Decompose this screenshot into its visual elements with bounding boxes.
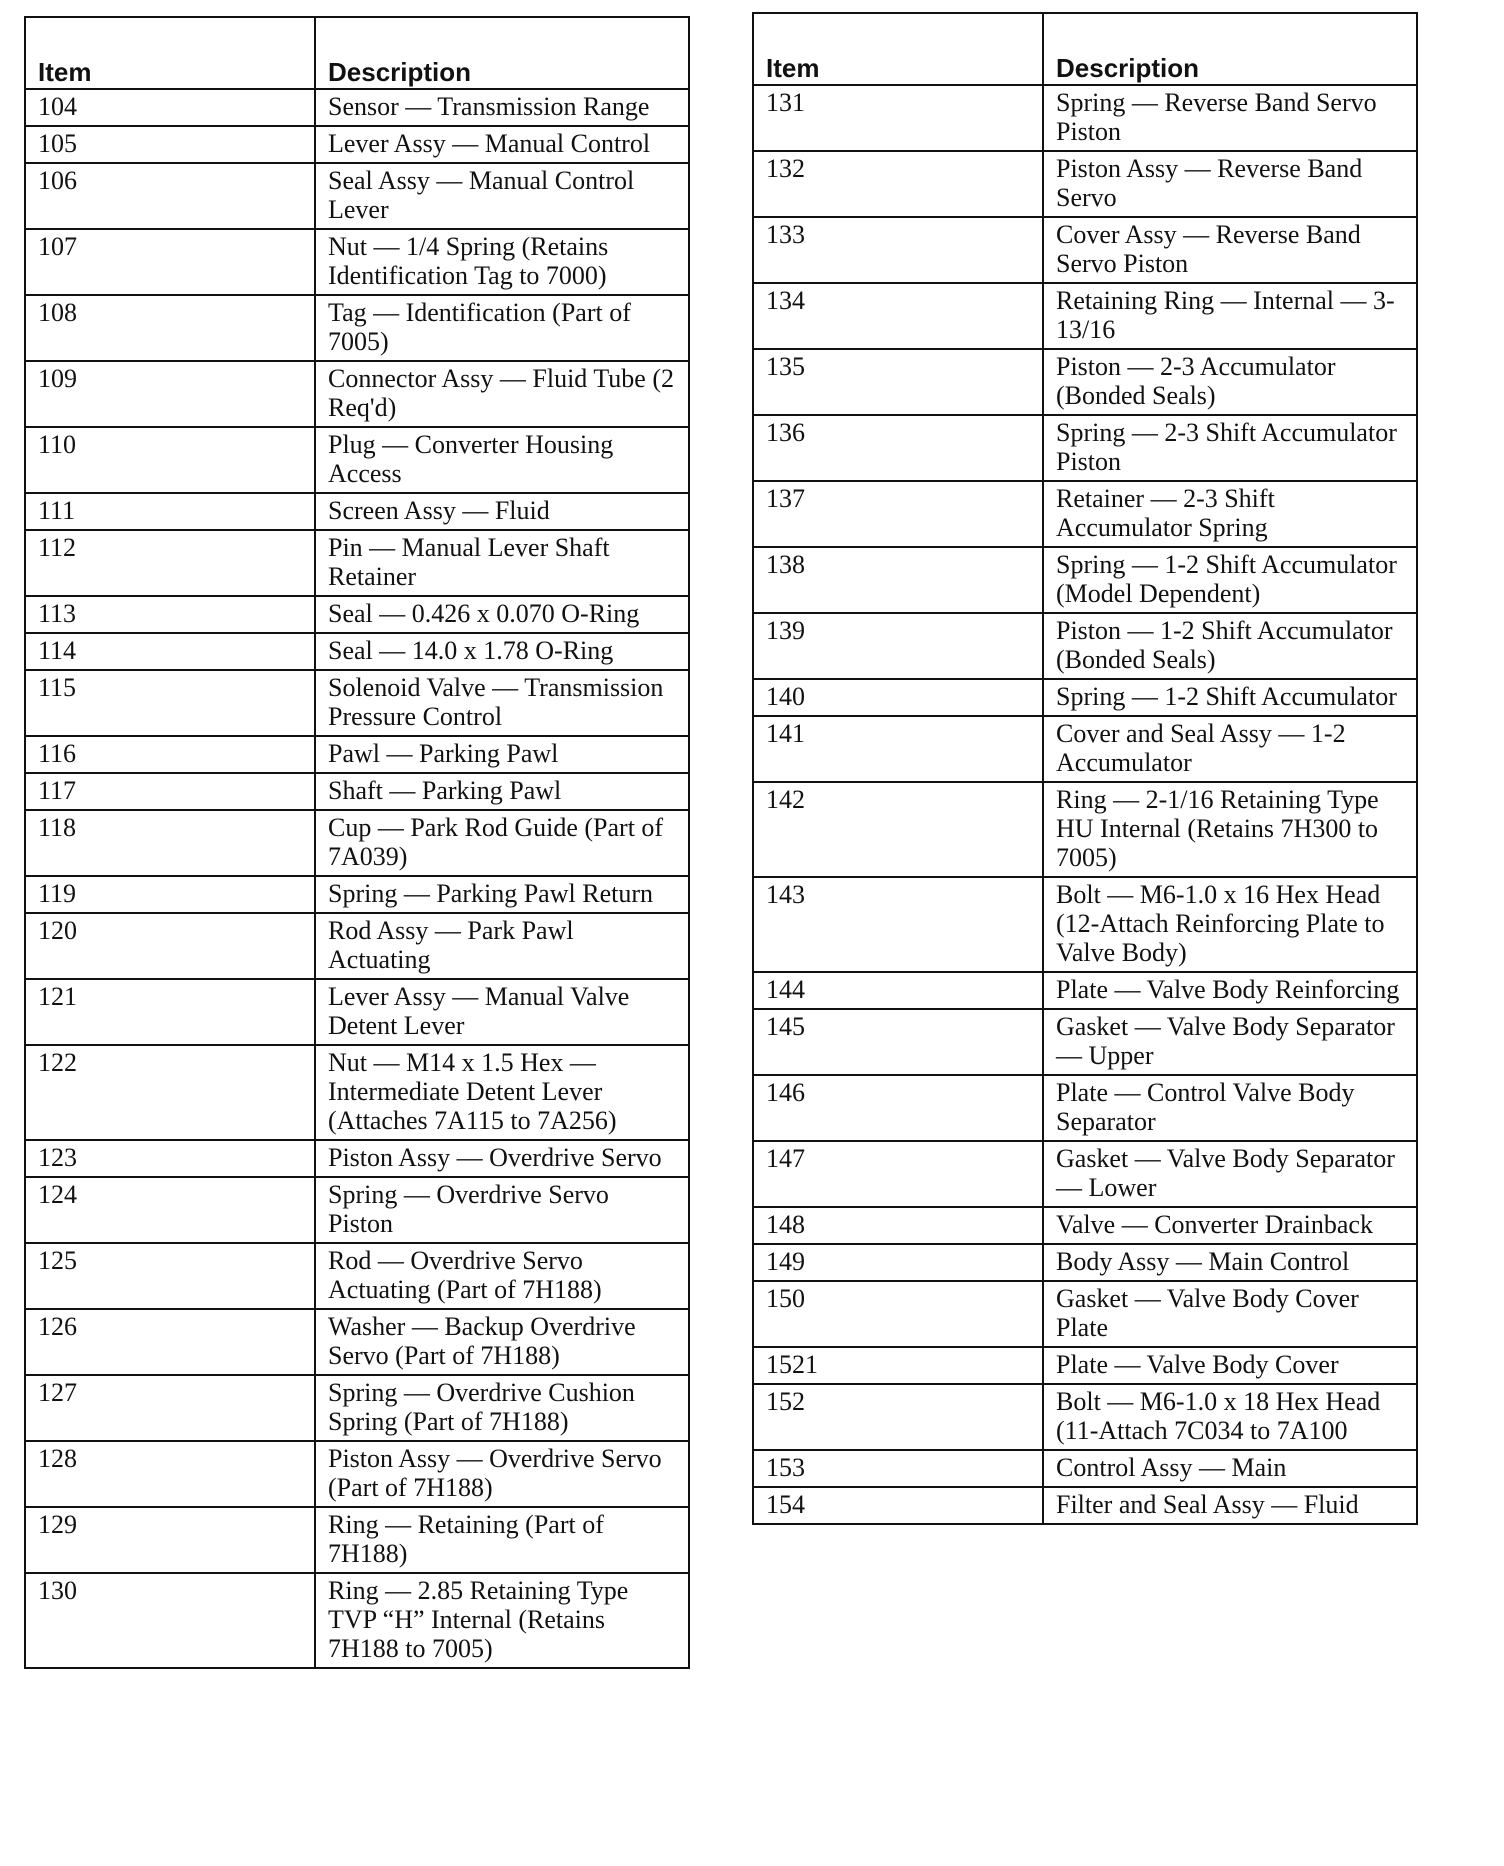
table-row xyxy=(753,547,1417,613)
item-number: 113 xyxy=(25,596,315,633)
table-row xyxy=(25,1243,689,1309)
table-row xyxy=(753,283,1417,349)
item-number: 110 xyxy=(25,427,315,493)
item-description: Solenoid Valve — Transmission Pressure Control xyxy=(315,670,689,736)
item-number: 126 xyxy=(25,1309,315,1375)
item-description: Spring — Parking Pawl Return xyxy=(315,876,689,913)
table-row xyxy=(25,126,689,163)
item-description: Spring — Overdrive Cushion Spring (Part of 7H188) xyxy=(315,1375,689,1441)
item-description: Valve — Converter Drainback xyxy=(1043,1207,1417,1244)
table-row xyxy=(753,972,1417,1009)
left-table-body xyxy=(25,89,689,1668)
item-description: Gasket — Valve Body Separator — Upper xyxy=(1043,1009,1417,1075)
item-number: 125 xyxy=(25,1243,315,1309)
table-row xyxy=(753,679,1417,716)
item-description: Piston Assy — Overdrive Servo xyxy=(315,1140,689,1177)
item-description: Tag — Identification (Part of 7005) xyxy=(315,295,689,361)
item-number: 146 xyxy=(753,1075,1043,1141)
item-description: Rod — Overdrive Servo Actuating (Part of 7H188) xyxy=(315,1243,689,1309)
item-number: 152 xyxy=(753,1384,1043,1450)
item-description: Gasket — Valve Body Cover Plate xyxy=(1043,1281,1417,1347)
item-description: Control Assy — Main xyxy=(1043,1450,1417,1487)
item-number: 104 xyxy=(25,89,315,126)
description-column-header: Description xyxy=(315,17,689,89)
item-description: Cover and Seal Assy — 1-2 Accumulator xyxy=(1043,716,1417,782)
item-number: 106 xyxy=(25,163,315,229)
table-row xyxy=(753,877,1417,972)
table-row xyxy=(753,1207,1417,1244)
item-number: 128 xyxy=(25,1441,315,1507)
item-description: Lever Assy — Manual Valve Detent Lever xyxy=(315,979,689,1045)
table-row xyxy=(25,810,689,876)
table-row xyxy=(753,217,1417,283)
item-description: Seal — 14.0 x 1.78 O-Ring xyxy=(315,633,689,670)
table-row xyxy=(753,716,1417,782)
item-column-header: Item xyxy=(25,17,315,89)
item-number: 114 xyxy=(25,633,315,670)
item-description: Connector Assy — Fluid Tube (2 Req'd) xyxy=(315,361,689,427)
table-row xyxy=(25,295,689,361)
item-description: Washer — Backup Overdrive Servo (Part of 7H188) xyxy=(315,1309,689,1375)
item-description: Plug — Converter Housing Access xyxy=(315,427,689,493)
item-number: 148 xyxy=(753,1207,1043,1244)
table-row xyxy=(25,773,689,810)
table-row xyxy=(753,1244,1417,1281)
item-number: 145 xyxy=(753,1009,1043,1075)
item-number: 153 xyxy=(753,1450,1043,1487)
table-row xyxy=(753,1450,1417,1487)
table-row xyxy=(25,1375,689,1441)
item-number: 137 xyxy=(753,481,1043,547)
item-number: 1521 xyxy=(753,1347,1043,1384)
table-row xyxy=(753,782,1417,877)
table-row xyxy=(25,427,689,493)
item-number: 142 xyxy=(753,782,1043,877)
item-description: Gasket — Valve Body Separator — Lower xyxy=(1043,1141,1417,1207)
item-description: Plate — Valve Body Reinforcing xyxy=(1043,972,1417,1009)
parts-table-right xyxy=(752,12,1418,1525)
item-description: Spring — 1-2 Shift Accumulator xyxy=(1043,679,1417,716)
item-description: Seal Assy — Manual Control Lever xyxy=(315,163,689,229)
item-description: Shaft — Parking Pawl xyxy=(315,773,689,810)
table-row xyxy=(25,670,689,736)
item-number: 116 xyxy=(25,736,315,773)
item-number: 119 xyxy=(25,876,315,913)
table-row xyxy=(25,229,689,295)
item-number: 140 xyxy=(753,679,1043,716)
table-row xyxy=(753,1141,1417,1207)
item-number: 136 xyxy=(753,415,1043,481)
table-row xyxy=(25,1441,689,1507)
table-row xyxy=(25,1309,689,1375)
item-number: 144 xyxy=(753,972,1043,1009)
item-number: 127 xyxy=(25,1375,315,1441)
table-row xyxy=(753,1347,1417,1384)
table-row xyxy=(753,1009,1417,1075)
item-description: Cup — Park Rod Guide (Part of 7A039) xyxy=(315,810,689,876)
item-number: 141 xyxy=(753,716,1043,782)
table-row xyxy=(25,979,689,1045)
item-number: 120 xyxy=(25,913,315,979)
table-row xyxy=(25,596,689,633)
item-number: 133 xyxy=(753,217,1043,283)
item-description: Bolt — M6-1.0 x 18 Hex Head (11-Attach 7C034 to 7A100 xyxy=(1043,1384,1417,1450)
item-description: Pin — Manual Lever Shaft Retainer xyxy=(315,530,689,596)
table-row xyxy=(25,530,689,596)
item-number: 109 xyxy=(25,361,315,427)
item-description: Plate — Control Valve Body Separator xyxy=(1043,1075,1417,1141)
table-row xyxy=(25,89,689,126)
item-description: Piston — 1-2 Shift Accumulator (Bonded Seals) xyxy=(1043,613,1417,679)
table-row xyxy=(25,1045,689,1140)
description-column-header: Description xyxy=(1043,13,1417,85)
item-description: Spring — 1-2 Shift Accumulator (Model Dependent) xyxy=(1043,547,1417,613)
table-row xyxy=(25,876,689,913)
table-row xyxy=(25,1140,689,1177)
table-row xyxy=(753,481,1417,547)
table-row xyxy=(25,1573,689,1668)
item-number: 138 xyxy=(753,547,1043,613)
item-number: 121 xyxy=(25,979,315,1045)
parts-table-left xyxy=(24,16,690,1669)
item-description: Retaining Ring — Internal — 3-13/16 xyxy=(1043,283,1417,349)
item-number: 132 xyxy=(753,151,1043,217)
item-number: 118 xyxy=(25,810,315,876)
item-description: Nut — M14 x 1.5 Hex — Intermediate Detent Lever (Attaches 7A115 to 7A256) xyxy=(315,1045,689,1140)
item-description: Pawl — Parking Pawl xyxy=(315,736,689,773)
item-description: Ring — 2-1/16 Retaining Type HU Internal (Retains 7H300 to 7005) xyxy=(1043,782,1417,877)
item-number: 117 xyxy=(25,773,315,810)
item-description: Nut — 1/4 Spring (Retains Identification Tag to 7000) xyxy=(315,229,689,295)
table-row xyxy=(25,1507,689,1573)
item-number: 147 xyxy=(753,1141,1043,1207)
table-row xyxy=(753,349,1417,415)
item-description: Plate — Valve Body Cover xyxy=(1043,1347,1417,1384)
item-number: 139 xyxy=(753,613,1043,679)
item-number: 134 xyxy=(753,283,1043,349)
table-row xyxy=(753,1384,1417,1450)
table-row xyxy=(753,415,1417,481)
item-description: Rod Assy — Park Pawl Actuating xyxy=(315,913,689,979)
item-number: 124 xyxy=(25,1177,315,1243)
item-description: Spring — Overdrive Servo Piston xyxy=(315,1177,689,1243)
item-number: 149 xyxy=(753,1244,1043,1281)
table-row xyxy=(753,613,1417,679)
header-row xyxy=(753,13,1417,85)
table-row xyxy=(753,151,1417,217)
item-number: 107 xyxy=(25,229,315,295)
item-number: 123 xyxy=(25,1140,315,1177)
item-description: Ring — 2.85 Retaining Type TVP “H” Internal (Retains 7H188 to 7005) xyxy=(315,1573,689,1668)
table-row xyxy=(753,1281,1417,1347)
table-row xyxy=(25,1177,689,1243)
item-description: Sensor — Transmission Range xyxy=(315,89,689,126)
right-table-body xyxy=(753,85,1417,1524)
item-number: 115 xyxy=(25,670,315,736)
item-number: 122 xyxy=(25,1045,315,1140)
item-number: 112 xyxy=(25,530,315,596)
item-number: 111 xyxy=(25,493,315,530)
item-number: 150 xyxy=(753,1281,1043,1347)
item-description: Spring — 2-3 Shift Accumulator Piston xyxy=(1043,415,1417,481)
item-column-header: Item xyxy=(753,13,1043,85)
item-description: Filter and Seal Assy — Fluid xyxy=(1043,1487,1417,1524)
item-description: Bolt — M6-1.0 x 16 Hex Head (12-Attach Reinforcing Plate to Valve Body) xyxy=(1043,877,1417,972)
table-row xyxy=(25,361,689,427)
item-description: Seal — 0.426 x 0.070 O-Ring xyxy=(315,596,689,633)
item-number: 108 xyxy=(25,295,315,361)
item-number: 154 xyxy=(753,1487,1043,1524)
table-row xyxy=(25,493,689,530)
table-row xyxy=(25,163,689,229)
table-row xyxy=(753,85,1417,151)
item-number: 130 xyxy=(25,1573,315,1668)
item-description: Lever Assy — Manual Control xyxy=(315,126,689,163)
item-number: 105 xyxy=(25,126,315,163)
item-number: 143 xyxy=(753,877,1043,972)
item-description: Screen Assy — Fluid xyxy=(315,493,689,530)
item-description: Body Assy — Main Control xyxy=(1043,1244,1417,1281)
item-description: Piston Assy — Reverse Band Servo xyxy=(1043,151,1417,217)
item-number: 135 xyxy=(753,349,1043,415)
table-row xyxy=(753,1487,1417,1524)
item-description: Piston — 2-3 Accumulator (Bonded Seals) xyxy=(1043,349,1417,415)
table-row xyxy=(25,736,689,773)
item-number: 129 xyxy=(25,1507,315,1573)
table-row xyxy=(25,913,689,979)
item-description: Ring — Retaining (Part of 7H188) xyxy=(315,1507,689,1573)
item-description: Spring — Reverse Band Servo Piston xyxy=(1043,85,1417,151)
item-description: Cover Assy — Reverse Band Servo Piston xyxy=(1043,217,1417,283)
table-row xyxy=(25,633,689,670)
table-row xyxy=(753,1075,1417,1141)
item-description: Retainer — 2-3 Shift Accumulator Spring xyxy=(1043,481,1417,547)
item-description: Piston Assy — Overdrive Servo (Part of 7H188) xyxy=(315,1441,689,1507)
header-row xyxy=(25,17,689,89)
item-number: 131 xyxy=(753,85,1043,151)
